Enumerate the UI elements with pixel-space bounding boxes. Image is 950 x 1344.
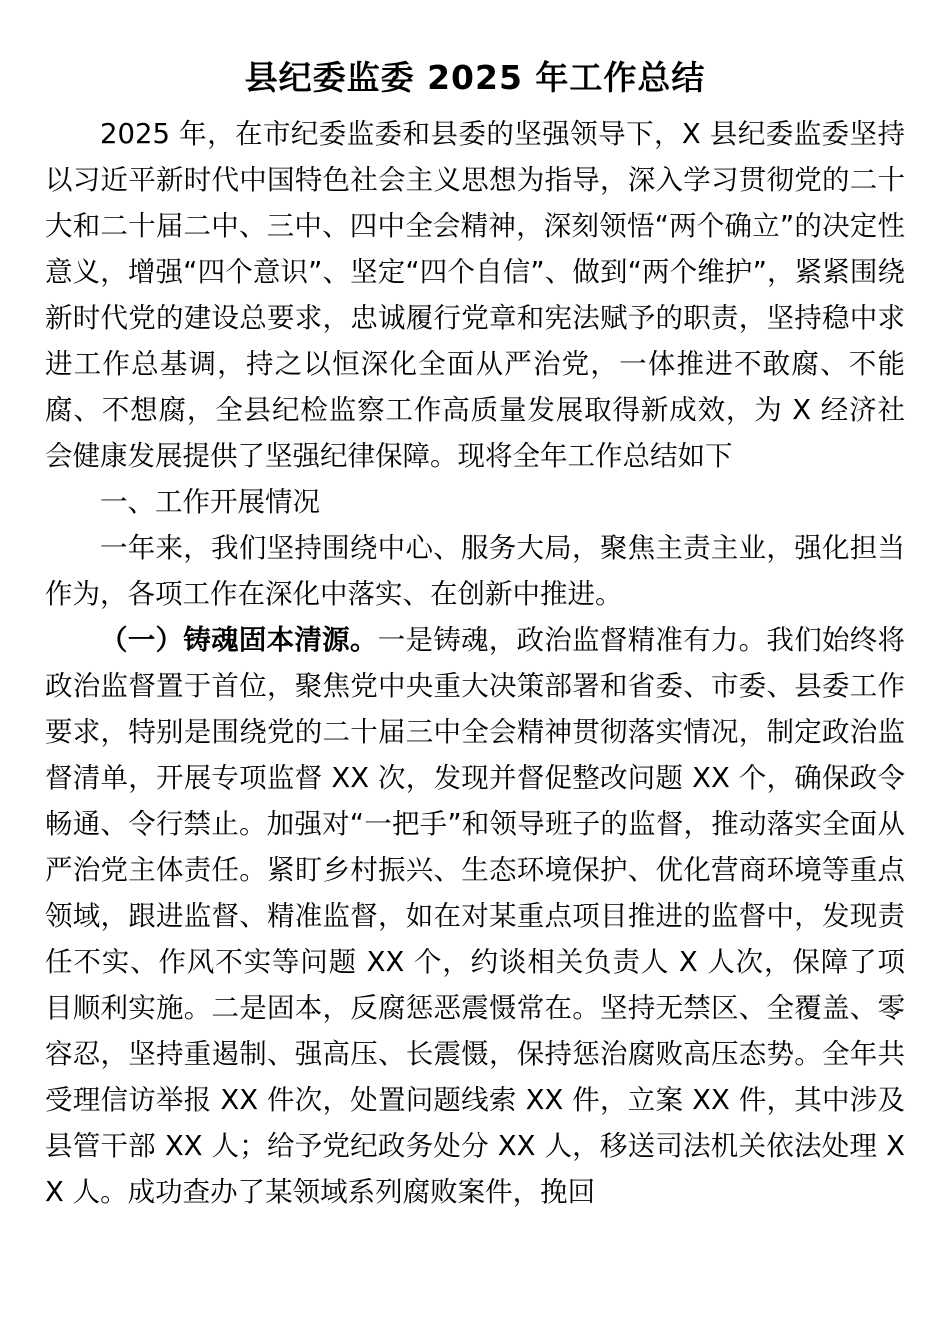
section-1-intro-paragraph: 一年来，我们坚持围绕中心、服务大局，聚焦主责主业，强化担当作为，各项工作在深化中落实、在创新中推进。: [45, 532, 905, 610]
intro-paragraph: 2025 年，在市纪委监委和县委的坚强领导下，X 县纪委监委坚持以习近平新时代中国特色社会主义思想为指导，深入学习贯彻党的二十大和二十届二中、三中、四中全会精神，深刻领悟“两个确立”的决定性意义，增强“四个意识”、坚定“四个自信”、做到“两个维护”，紧紧围绕新时代党的建设总要求，忠诚履行党章和宪法赋予的职责，坚持稳中求进工作总基调，持之以恒深化全面从严治党，一体推进不敢腐、不能腐、不想腐，全县纪检监察工作高质量发展取得新成效，为 X 经济社会健康发展提供了坚强纪律保障。现将全年工作总结如下: [45, 118, 905, 472]
subsection-1-1-lead: （一）铸魂固本清源。: [100, 624, 378, 656]
section-heading-work-situation: 一、工作开展情况: [100, 486, 320, 518]
subsection-1-1-paragraph: [45, 617, 905, 1215]
subsection-1-1-body: 一是铸魂，政治监督精准有力。我们始终将政治监督置于首位，聚焦党中央重大决策部署和省委、市委、县委工作要求，特别是围绕党的二十届三中全会精神贯彻落实情况，制定政治监督清单，开展专项监督 XX 次，发现并督促整改问题 XX 个，确保政令畅通、令行禁止。加强对“一把手”和领导班子的监督，推动落实全面从严治党主体责任。紧盯乡村振兴、生态环境保护、优化营商环境等重点领域，跟进监督、精准监督，如在对某重点项目推进的监督中，发现责任不实、作风不实等问题 XX 个，约谈相关负责人 X 人次，保障了项目顺利实施。二是固本，反腐惩恶震慑常在。坚持无禁区、全覆盖、零容忍，坚持重遏制、强高压、长震慑，保持惩治腐败高压态势。全年共受理信访举报 XX 件次，处置问题线索 XX 件，立案 XX 件，其中涉及县管干部 XX 人；给予党纪政务处分 XX 人，移送司法机关依法处理 XX 人。成功查办了某领域系列腐败案件，挽回: [45, 624, 906, 1208]
page-title: 县纪委监委 2025 年工作总结: [244, 58, 706, 97]
